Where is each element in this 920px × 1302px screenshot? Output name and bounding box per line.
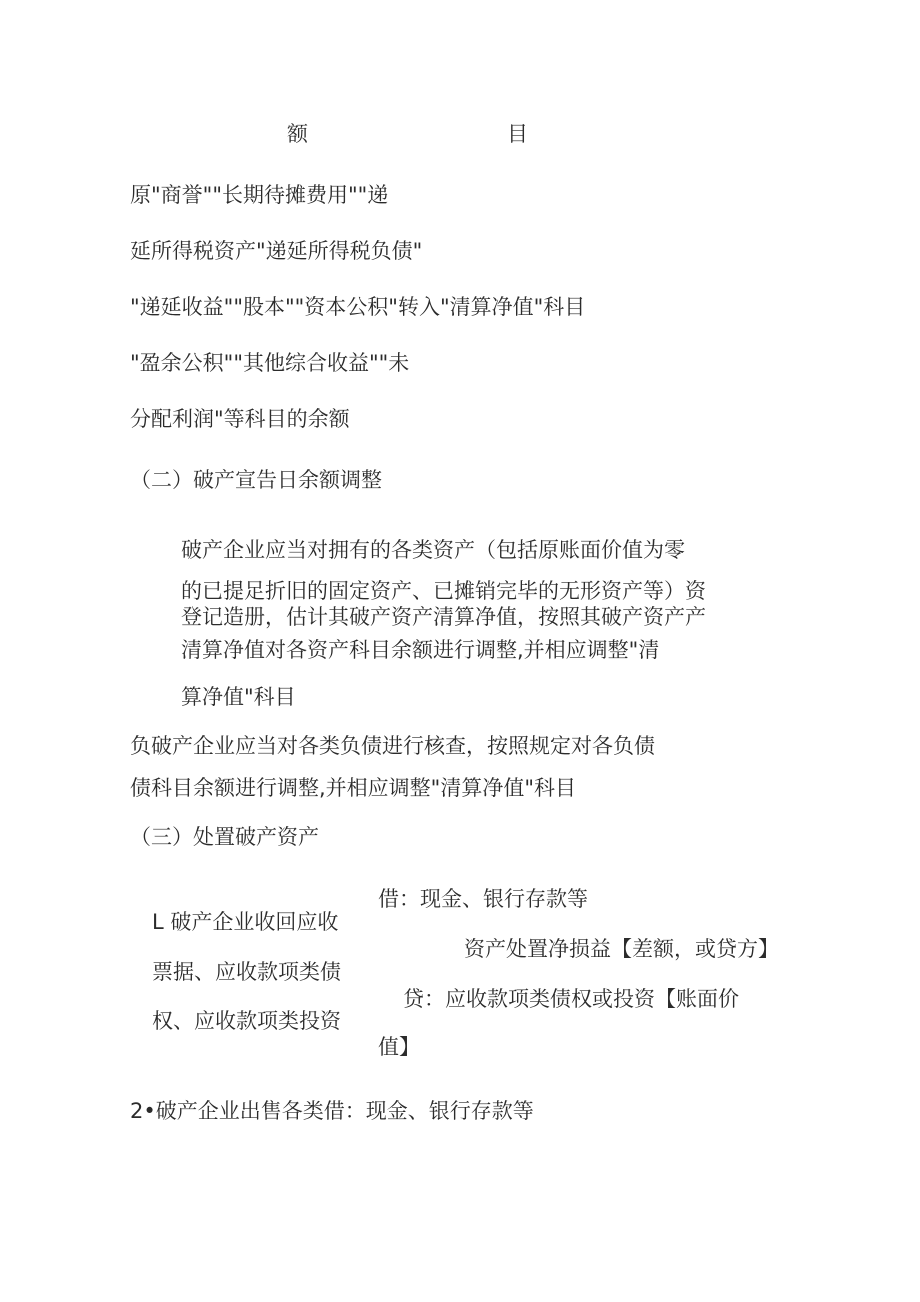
asset-paragraph-line: 登记造册，估计其破产资产清算净值，按照其破产资产产 xyxy=(181,605,706,629)
item-left-line: 票据、应收款项类债 xyxy=(152,960,341,984)
text-line: 延所得税资产"递延所得税负债" xyxy=(130,239,423,263)
item-left-line: L 破产企业收回应收 xyxy=(152,910,339,934)
liability-paragraph-line: 负破产企业应当对各类负债进行核查，按照规定对各负债 xyxy=(130,734,655,758)
text-line: 分配利润"等科目的余额 xyxy=(130,407,350,431)
asset-paragraph-line: 的已提足折旧的固定资产、已摊销完毕的无形资产等）资 xyxy=(181,579,706,603)
header-col-item: 目 xyxy=(507,122,528,146)
asset-paragraph-line: 清算净值对各资产科目余额进行调整,并相应调整"清 xyxy=(181,638,660,662)
section-heading: （三）处置破产资产 xyxy=(130,825,319,849)
entry-credit: 贷：应收款项类债权或投资【账面价 xyxy=(403,987,739,1011)
entry-gain: 资产处置净损益【差额，或贷方】 xyxy=(464,937,779,961)
entry-debit: 借：现金、银行存款等 xyxy=(378,887,588,911)
section-heading: （二）破产宣告日余额调整 xyxy=(130,468,382,492)
entry-credit-cont: 值】 xyxy=(378,1035,420,1059)
item2-line: 2•破产企业出售各类借：现金、银行存款等 xyxy=(130,1099,534,1123)
asset-paragraph-line: 算净值"科目 xyxy=(181,685,296,709)
text-line: "递延收益""股本""资本公积"转入"清算净值"科目 xyxy=(130,295,586,319)
liability-paragraph-line: 债科目余额进行调整,并相应调整"清算净值"科目 xyxy=(130,776,576,800)
asset-paragraph-line: 破产企业应当对拥有的各类资产（包括原账面价值为零 xyxy=(181,538,685,562)
item-left-line: 权、应收款项类投资 xyxy=(152,1009,341,1033)
text-line: "盈余公积""其他综合收益""未 xyxy=(130,351,410,375)
header-col-amount: 额 xyxy=(287,122,308,146)
text-line: 原"商誉""长期待摊费用""递 xyxy=(130,183,389,207)
